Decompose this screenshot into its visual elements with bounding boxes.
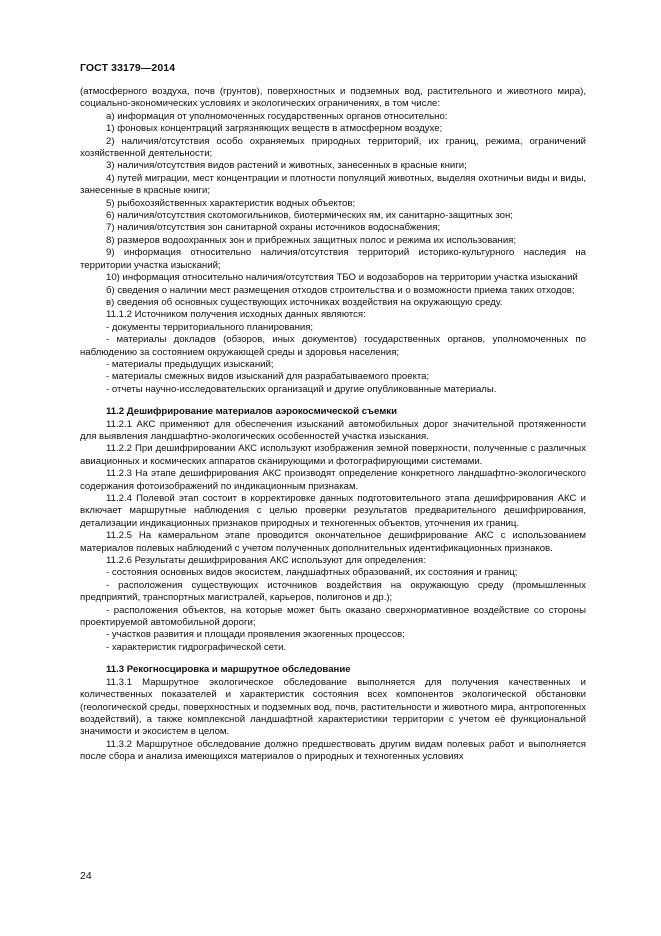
section-spacer (80, 396, 586, 406)
body-paragraph: б) сведения о наличии мест размещения отходов строительства и о возможности приема таких отходов; (106, 284, 575, 296)
body-paragraph: 11.3.2 Маршрутное обследование должно предшествовать другим видам полевых работ и выполняется после сбора и анализа имеющихся материалов о природных и техногенных условиях (80, 738, 586, 763)
body-paragraph: 11.3.1 Маршрутное экологическое обследование выполняется для получения качественных и количественных показателей и характеристик состояния всех компонентов экологической обстановки (геологической среды, поверхностных и подземных вод, почв, растительности и животного мира, антропогенных воздействий), а также комплексной ландшафтной характеристики территории с учетом её функциональной значимости и экосистем в целом. (80, 676, 586, 738)
body-paragraph: 9) информация относительно наличия/отсутствия территорий историко-культурного наследия на территории участка изысканий; (80, 247, 586, 271)
body-paragraph: 11.1.2 Источником получения исходных данных являются: (106, 309, 366, 321)
body-paragraph: 11.2.2 При дешифрировании АКС используют изображения земной поверхности, полученные с различных авиационных и космических аппаратов сканирующими и фотографирующими системами. (80, 443, 586, 467)
body-paragraph: - участков развития и площади проявления экзогенных процессов; (106, 629, 405, 641)
body-paragraph: 1) фоновых концентраций загрязняющих веществ в атмосферном воздухе; (106, 123, 443, 135)
section-heading: 11.2 Дешифрирование материалов аэрокосмической съемки (106, 406, 398, 418)
body-paragraph: 4) путей миграции, мест концентрации и плотности популяций животных, выделяя охотничьи виды и виды, занесенные в красные книги; (80, 172, 586, 197)
body-paragraph: 11.2.4 Полевой этап состоит в корректировке данных подготовительного этапа дешифрирования АКС и включает маршрутные наблюдения с целью проверки результатов предварительного дешифрирования, детализации индикационных признаков природных и техногенных объектов, уточнения их границ. (80, 493, 586, 529)
body-paragraph: - документы территориального планирования; (106, 321, 314, 333)
body-paragraph: - состояния основных видов экосистем, ландшафтных образований, их состояния и границ; (106, 567, 518, 579)
body-paragraph: - расположения объектов, на которые может быть оказано сверхнормативное воздействие со стороны проектируемой автомобильной дороги; (80, 604, 586, 629)
body-paragraph: - материалы предыдущих изысканий; (106, 358, 274, 370)
body-paragraph: - материалы смежных видов изысканий для разрабатываемого проекта; (106, 371, 430, 383)
body-paragraph: 11.2.3 На этапе дешифрирования АКС производят определение конкретного ландшафтно-экологического содержания фотоизображений по индикационным признакам. (80, 468, 586, 492)
body-paragraph: 10) информация относительно наличия/отсутствия ТБО и водозаборов на территории участка изысканий (106, 272, 578, 284)
body-paragraph: 3) наличия/отсутствия видов растений и животных, занесенных в красные книги; (106, 160, 467, 172)
section-spacer (80, 654, 586, 664)
section-heading: 11.3 Рекогносцировка и маршрутное обследование (106, 664, 351, 676)
body-paragraph: 7) наличия/отсутствия зон санитарной охраны источников водоснабжения; (106, 222, 441, 234)
body-paragraph: 2) наличия/отсутствия особо охраняемых природных территорий, их границ, режима, ограничений хозяйственной деятельности; (80, 135, 586, 160)
body-paragraph: - характеристик гидрографической сети. (106, 641, 287, 653)
body-paragraph: а) информация от уполномоченных государственных органов относительно: (106, 110, 448, 122)
body-paragraph: (атмосферного воздуха, почв (грунтов), поверхностных и подземных вод, растительного и животного мира), социально-экономических условиях и экологических ограничениях, в том числе: (80, 86, 586, 110)
body-paragraph: 11.2.1 АКС применяют для обеспечения изысканий автомобильных дорог значительной протяженности для выявления ландшафтно-экологических особенностей участка изыскания. (80, 418, 586, 442)
document-body (80, 86, 586, 764)
body-paragraph: 5) рыбохозяйственных характеристик водных объектов; (106, 197, 356, 209)
body-paragraph: 6) наличия/отсутствия скотомогильников, биотермических ям, их санитарно-защитных зон; (106, 210, 513, 222)
body-paragraph: в) сведения об основных существующих источниках воздействия на окружающую среду. (106, 296, 503, 308)
body-paragraph: - отчеты научно-исследовательских организаций и другие опубликованные материалы. (106, 383, 497, 395)
body-paragraph: - материалы докладов (обзоров, иных документов) государственных органов, уполномоченных по наблюдению за состоянием окружающей среды и здоровья населения; (80, 334, 586, 358)
body-paragraph: 8) размеров водоохранных зон и прибрежных защитных полос и режима их использования; (106, 234, 517, 246)
body-paragraph: - расположения существующих источников воздействия на окружающую среду (промышленных предприятий, транспортных магистралей, карьеров, полигонов и др.); (80, 579, 586, 604)
standard-header: ГОСТ 33179—2014 (80, 62, 176, 74)
body-paragraph: 11.2.5 На камеральном этапе проводится окончательное дешифрирование АКС с использованием материалов полевых наблюдений с учетом полученных дополнительных идентификационных признаков. (80, 530, 586, 554)
body-paragraph: 11.2.6 Результаты дешифрирования АКС используют для определения: (106, 555, 426, 567)
page-number: 24 (80, 870, 92, 882)
